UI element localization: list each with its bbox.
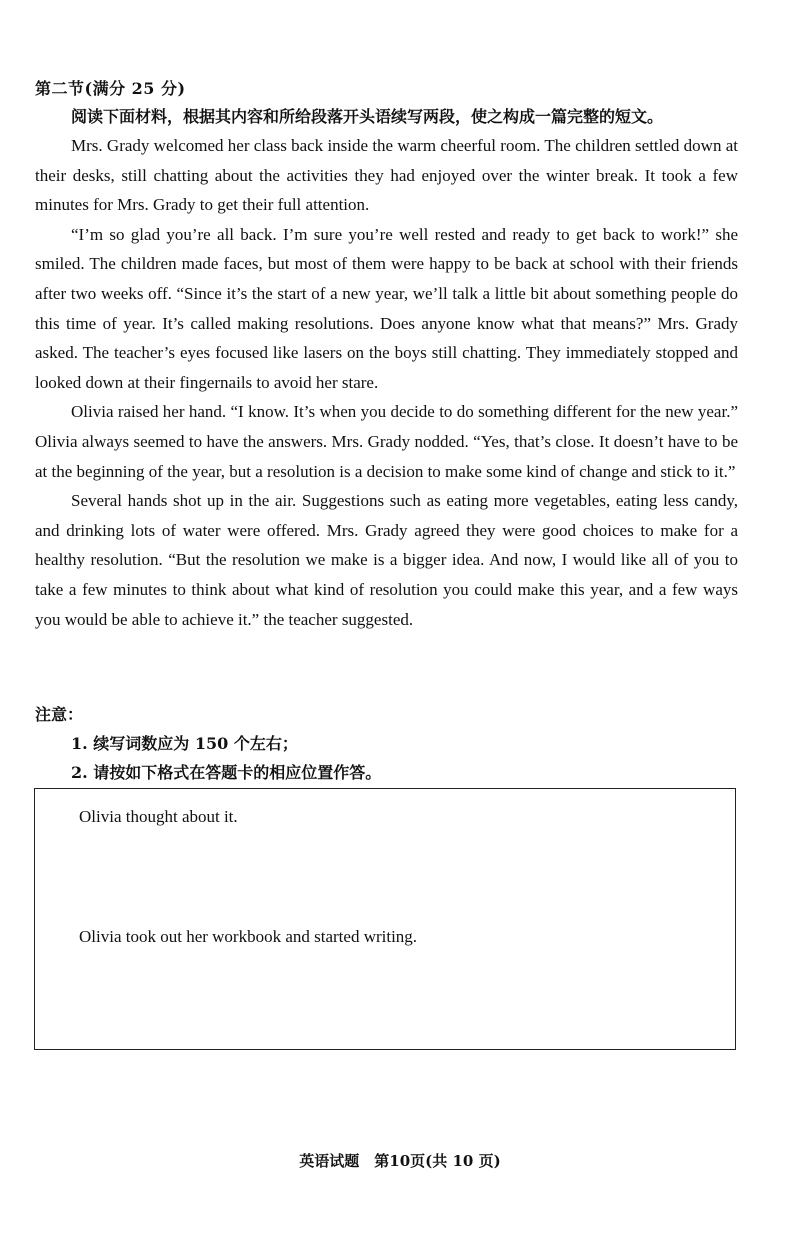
passage-paragraph: Mrs. Grady welcomed her class back inside the warm cheerful room. The children settled down at their desks, still chatting about the activities they had enjoyed over the winter break. It took a few minutes for Mrs. Grady to get their full attention. [35,136,738,215]
passage-paragraph: Olivia raised her hand. “I know. It’s when you decide to do something different for the new year.” Olivia always seemed to have the answers. Mrs. Grady nodded. “Yes, that’s close. It doesn’t have to be at the beginning of the year, but a resolution is a decision to make some kind of change and stick to it.” [35,402,738,481]
notes-title: 注意： [35,705,84,724]
passage-paragraph: Several hands shot up in the air. Suggestions such as eating more vegetables, eating less candy, and drinking lots of water were offered. Mrs. Grady agreed they were good choices to make for a healthy resolution. “But the resolution we make is a bigger idea. And now, I would like all of you to take a few minutes to think about what kind of resolution you could make this year, and a few ways you would be able to achieve it.” the teacher suggested. [35,491,738,629]
note-item: 1. 续写词数应为 150 个左右； [71,734,298,753]
answer-opening-line-2: Olivia took out her workbook and started writing. [79,927,418,946]
section-title: 第二节(满分 25 分) [35,79,186,98]
answer-opening-line-1: Olivia thought about it. [79,807,238,826]
note-item: 2. 请按如下格式在答题卡的相应位置作答。 [71,763,382,782]
reading-passage [35,131,738,634]
answer-box [34,788,736,1050]
page-footer: 英语试题 第10页(共 10 页) [299,1152,501,1170]
passage-paragraph: “I’m so glad you’re all back. I’m sure you’re well rested and ready to get back to work!” she smiled. The children made faces, but most of them were happy to be back at school with their friends after two weeks off. “Since it’s the start of a new year, we’ll talk a little bit about something people do this time of year. It’s called making resolutions. Does anyone know what that means?” Mrs. Grady asked. The teacher’s eyes focused like lasers on the boys still chatting. They immediately stopped and looked down at their fingernails to avoid her stare. [35,224,738,392]
section-instruction: 阅读下面材料，根据其内容和所给段落开头语续写两段，使之构成一篇完整的短文。 [71,107,664,126]
notes-section [35,700,740,787]
